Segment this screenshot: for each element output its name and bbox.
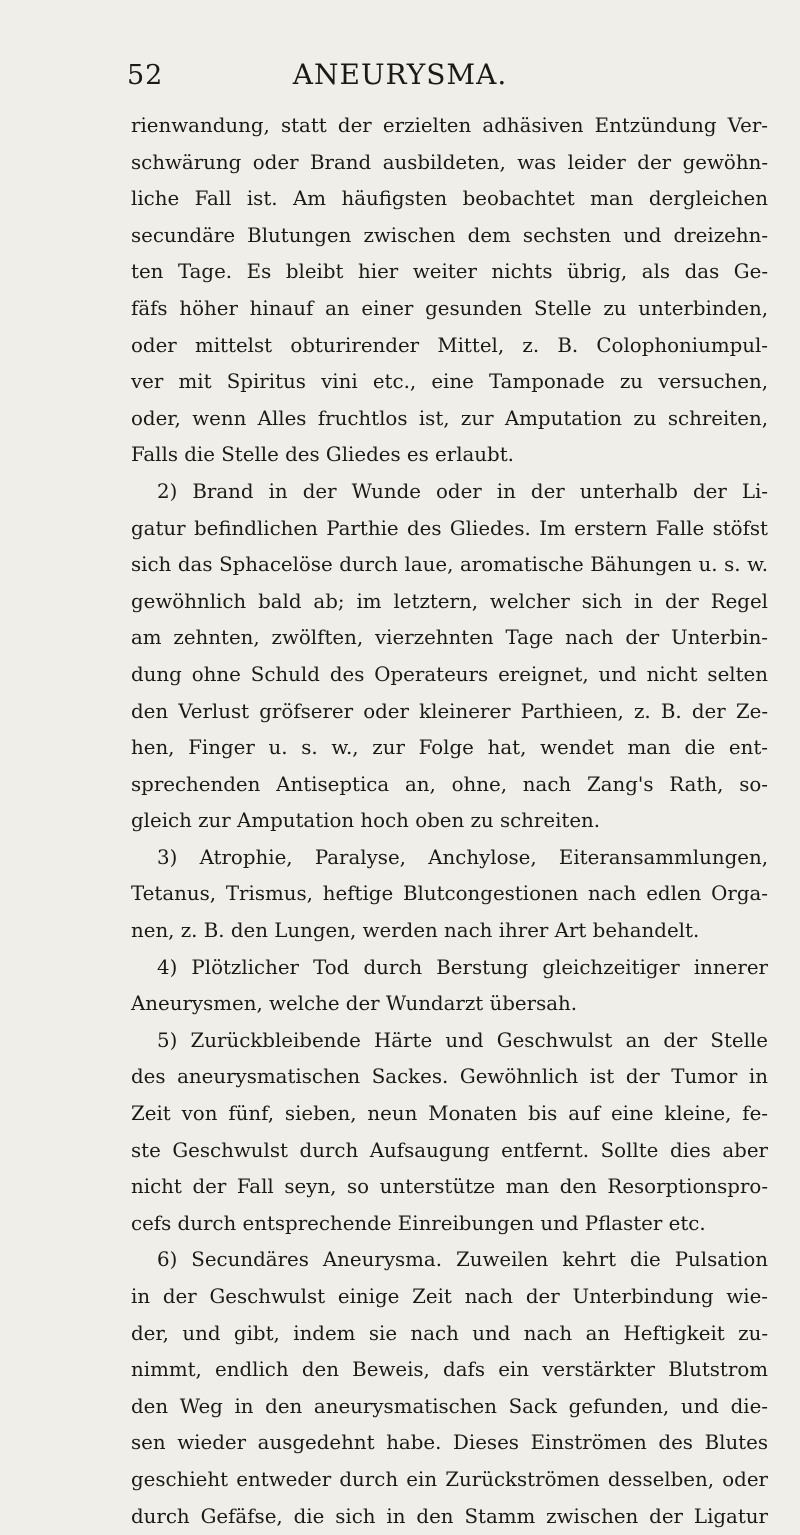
text-line: der, und gibt, indem sie nach und nach an Heftigkeit zu- [131,1321,768,1345]
text-line: ste Geschwulst durch Aufsaugung entfernt. Sollte dies aber [131,1138,768,1162]
text-line: Falls die Stelle des Gliedes es erlaubt. [131,443,514,467]
text-line: des aneurysmatischen Sackes. Gewöhnlich ist der Tumor in [131,1065,768,1089]
text-line: liche Fall ist. Am häufigsten beobachtet man dergleichen [131,187,768,211]
text-line: gewöhnlich bald ab; im letztern, welcher sich in der Regel [131,589,768,613]
text-line: 3) Atrophie, Paralyse, Anchylose, Eiteransammlungen, [157,845,768,869]
text-line: 6) Secundäres Aneurysma. Zuweilen kehrt die Pulsation [157,1248,768,1272]
text-line: durch Gefäfse, die sich in den Stamm zwischen der Ligatur [131,1504,768,1528]
text-line: oder mittelst obturirender Mittel, z. B. Colophoniumpul- [131,333,768,357]
text-line: ver mit Spiritus vini etc., eine Tamponade zu versuchen, [131,370,768,394]
text-line: hen, Finger u. s. w., zur Folge hat, wendet man die ent- [131,736,768,760]
text-line: den Verlust gröfserer oder kleinerer Parthieen, z. B. der Ze- [131,699,768,723]
text-line: Zeit von fünf, sieben, neun Monaten bis auf eine kleine, fe- [131,1102,768,1126]
page-number: 52 [127,60,164,91]
text-line: 2) Brand in der Wunde oder in der unterhalb der Li- [157,479,768,503]
text-line: nicht der Fall seyn, so unterstütze man den Resorptionspro- [131,1175,768,1199]
body-text [131,108,768,1535]
text-line: sen wieder ausgedehnt habe. Dieses Einströmen des Blutes [131,1431,768,1455]
text-line: gatur befindlichen Parthie des Gliedes. Im erstern Falle stöfst [131,516,768,540]
text-line: gleich zur Amputation hoch oben zu schreiten. [131,809,601,833]
text-line: oder, wenn Alles fruchtlos ist, zur Amputation zu schreiten, [131,406,768,430]
text-line: sich das Sphacelöse durch laue, aromatische Bähungen u. s. w. [131,553,768,577]
text-line: sprechenden Antiseptica an, ohne, nach Zang's Rath, so- [131,772,768,796]
text-line: Aneurysmen, welche der Wundarzt übersah. [131,992,578,1016]
text-line: geschieht entweder durch ein Zurückströmen desselben, oder [131,1467,768,1491]
text-line: 4) Plötzlicher Tod durch Berstung gleichzeitiger innerer [157,955,768,979]
text-line: am zehnten, zwölften, vierzehnten Tage nach der Unterbin- [131,626,768,650]
text-line: 5) Zurückbleibende Härte und Geschwulst an der Stelle [157,1028,768,1052]
text-line: dung ohne Schuld des Operateurs ereignet, und nicht selten [131,662,768,686]
running-head: ANEURYSMA. [292,58,508,91]
text-line: den Weg in den aneurysmatischen Sack gefunden, und die- [131,1394,768,1418]
text-line: fäfs höher hinauf an einer gesunden Stelle zu unterbinden, [131,296,768,320]
text-line: secundäre Blutungen zwischen dem sechsten und dreizehn- [131,223,768,247]
text-line: nen, z. B. den Lungen, werden nach ihrer Art behandelt. [131,919,700,943]
text-line: cefs durch entsprechende Einreibungen und Pflaster etc. [131,1211,706,1235]
text-line: in der Geschwulst einige Zeit nach der Unterbindung wie- [131,1285,768,1308]
text-line: nimmt, endlich den Beweis, dafs ein verstärkter Blutstrom [131,1358,768,1382]
text-line: schwärung oder Brand ausbildeten, was leider der gewöhn- [131,150,768,174]
text-line: ten Tage. Es bleibt hier weiter nichts übrig, als das Ge- [131,260,768,284]
text-line: Tetanus, Trismus, heftige Blutcongestionen nach edlen Orga- [131,882,768,906]
text-line: rienwandung, statt der erzielten adhäsiven Entzündung Ver- [131,114,768,137]
